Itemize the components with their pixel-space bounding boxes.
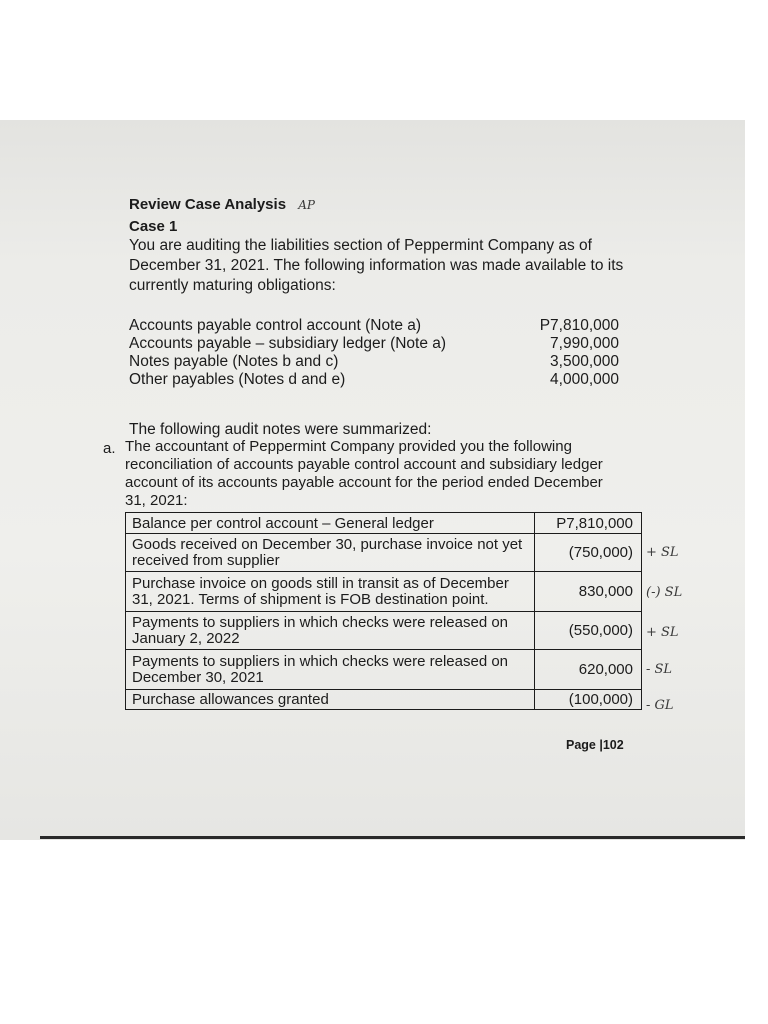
handwritten-annotation: + SL [646,625,679,640]
payable-label: Other payables (Notes d and e) [129,371,346,388]
page-number: Page |102 [566,738,624,752]
row-line: received from supplier [132,552,280,569]
case-label: Case 1 [129,218,178,235]
handwritten-annotation: - SL [646,662,673,677]
table-cell-description [126,612,535,650]
handwritten-annotation: (-) SL [646,585,683,600]
table-cell-description [126,534,535,572]
row-line: 31, 2021. Terms of shipment is FOB destination point. [132,591,489,608]
payables-list [129,317,619,389]
table-row [126,572,642,612]
row-line: Purchase invoice on goods still in transit as of December [132,575,509,592]
handwritten-annotation: - GL [646,698,674,713]
table-cell-amount: (100,000) [535,690,642,710]
payable-label: Notes payable (Notes b and c) [129,353,339,370]
table-cell-description [126,690,535,710]
table-cell-description [126,513,535,534]
row-line: January 2, 2022 [132,630,240,647]
payable-label: Accounts payable control account (Note a) [129,317,422,334]
table-row [126,513,642,534]
row-line: Balance per control account – General ledger [132,514,434,532]
intro-line: December 31, 2021. The following information was made available to its [129,257,624,274]
table-row [126,534,642,572]
row-line: Payments to suppliers in which checks were released on [132,653,509,670]
payable-amount: 4,000,000 [550,371,619,388]
handwritten-ap-note: AP [298,198,315,212]
table-cell-amount: (750,000) [535,534,642,572]
note-a-line: 31, 2021: [125,492,188,509]
table-cell-amount: (550,000) [535,612,642,650]
payable-amount: 7,990,000 [550,335,619,352]
note-a-line: The accountant of Peppermint Company provided you the following [125,438,572,455]
row-line: Goods received on December 30, purchase invoice not yet [132,536,523,553]
payable-row [129,353,619,371]
table-row [126,650,642,690]
table-row [126,612,642,650]
table-cell-amount: 830,000 [535,572,642,612]
note-a-letter: a. [103,440,116,457]
table-cell-amount: 620,000 [535,650,642,690]
table-cell-description [126,572,535,612]
intro-line: currently maturing obligations: [129,277,336,294]
table-cell-amount: P7,810,000 [535,513,642,534]
note-a-paragraph [125,438,650,510]
audit-notes-intro: The following audit notes were summarized: [129,421,432,438]
document-title: Review Case Analysis AP [129,196,315,213]
row-line: Payments to suppliers in which checks were released on [132,614,509,631]
handwritten-annotation: + SL [646,545,679,560]
payable-row [129,371,619,389]
table-cell-description [126,650,535,690]
table-row [126,690,642,710]
reconciliation-table [125,512,642,710]
payable-row [129,317,619,335]
payable-label: Accounts payable – subsidiary ledger (Note a) [129,335,447,352]
payable-row [129,335,619,353]
row-line: December 30, 2021 [132,669,264,686]
payable-amount: P7,810,000 [539,317,619,334]
intro-line: You are auditing the liabilities section of Peppermint Company as of [129,237,592,254]
note-a-line: account of its accounts payable account for the period ended December [125,474,603,491]
intro-paragraph [129,236,669,296]
note-a-line: reconciliation of accounts payable control account and subsidiary ledger [125,456,603,473]
row-line: Purchase allowances granted [132,691,329,708]
payable-amount: 3,500,000 [550,353,619,370]
